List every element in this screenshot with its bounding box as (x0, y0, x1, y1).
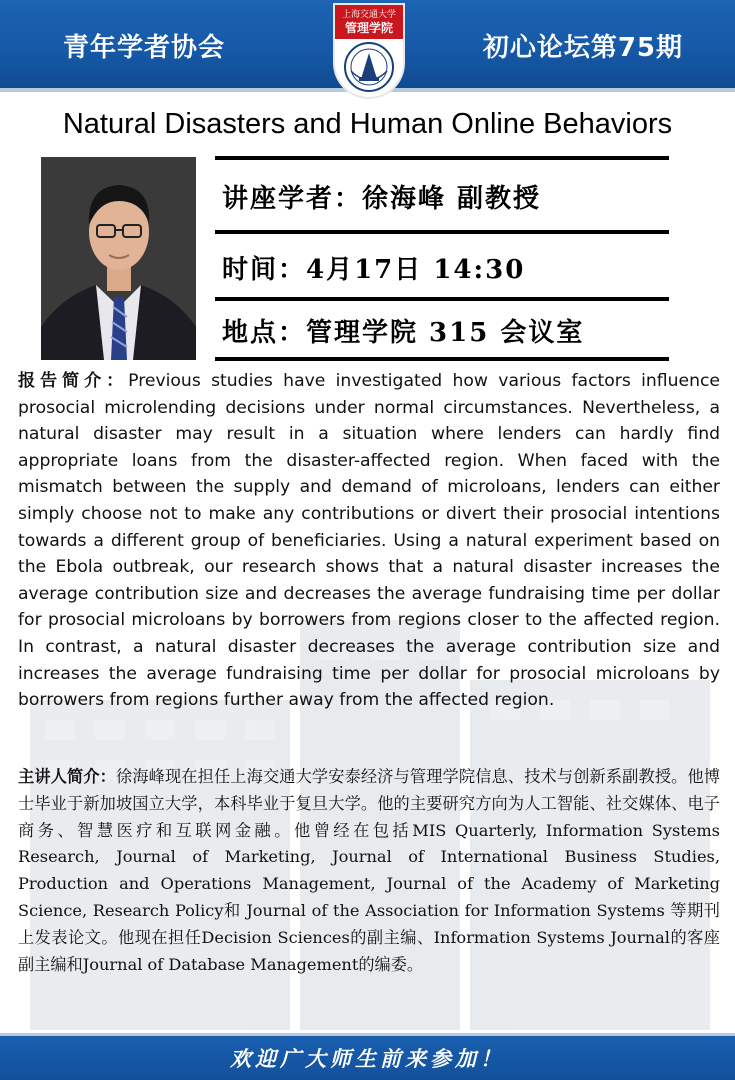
seal-emblem-icon (341, 41, 397, 95)
welcome-message: 欢迎广大师生前来参加！ (230, 1046, 505, 1071)
bio-text: 徐海峰现在担任上海交通大学安泰经济与管理学院信息、技术与创新系副教授。他博士毕业于新加坡国立大学，本科毕业于复旦大学。他的主要研究方向为人工智能、社交媒体、电子商务、智慧医疗和互联网金融。他曾经在包括MIS Quarterly, Information Systems Research, Journal of Marketing, Journal of International Business Studies, Production and Operations Management, Journal of the Academy of Marketing Science, Research Policy和 Journal of the Association for Information Systems 等期刊上发表论文。他现在担任Decision Sciences的副主编、Information Systems Journal的客座副主编和Journal of Database Management的编委。 (18, 767, 721, 974)
info-rule-bottom (215, 357, 669, 361)
bio-label: 主讲人简介： (18, 767, 116, 786)
logo-banner (333, 3, 405, 39)
logo-university-text: 上海交通大学 (341, 9, 396, 20)
location-line: 地点：管理学院 315 会议室 (222, 318, 585, 348)
info-rule-top (215, 156, 669, 160)
footer-band (0, 1033, 735, 1080)
abstract-label: 报告简介： (18, 371, 129, 391)
abstract-text: Previous studies have investigated how various factors influence prosocial microlending decisions under normal circumstances. Nevertheless, a natural disaster may result in a situation where lenders can hardly find appropriate loans from the disaster-affected region. When faced with the mismatch between the supply and demand of microloans, lenders can either simply choose not to make any contributions or divert their prosocial intentions towards a different group of beneficiaries. Using a natural experiment based on the Ebola outbreak, our research shows that a natural disaster increases the average contribution size and decreases the average fundraising time per dollar for prosocial microloans by borrowers from regions closer to the affected region. In contrast, a natural disaster decreases the average contribution size and increases the average fundraising time per dollar for prosocial microloans by borrowers from regions further away from the affected region. (18, 371, 720, 711)
talk-title: Natural Disasters and Human Online Behaviors (62, 108, 673, 140)
bio-section (18, 764, 720, 978)
speaker-portrait-icon (41, 157, 196, 360)
forum-issue: 初心论坛第75期 (482, 33, 683, 63)
abstract-section (18, 368, 720, 714)
school-logo (333, 3, 405, 101)
logo-school-text: 管理学院 (344, 20, 393, 35)
info-rule-3 (215, 297, 669, 301)
logo-seal (333, 39, 405, 99)
speaker-photo (41, 157, 196, 360)
speaker-line: 讲座学者：徐海峰 副教授 (222, 184, 542, 214)
info-rule-2 (215, 230, 669, 234)
time-line: 时间：4月17日 14:30 (222, 255, 526, 285)
association-name: 青年学者协会 (63, 33, 226, 63)
